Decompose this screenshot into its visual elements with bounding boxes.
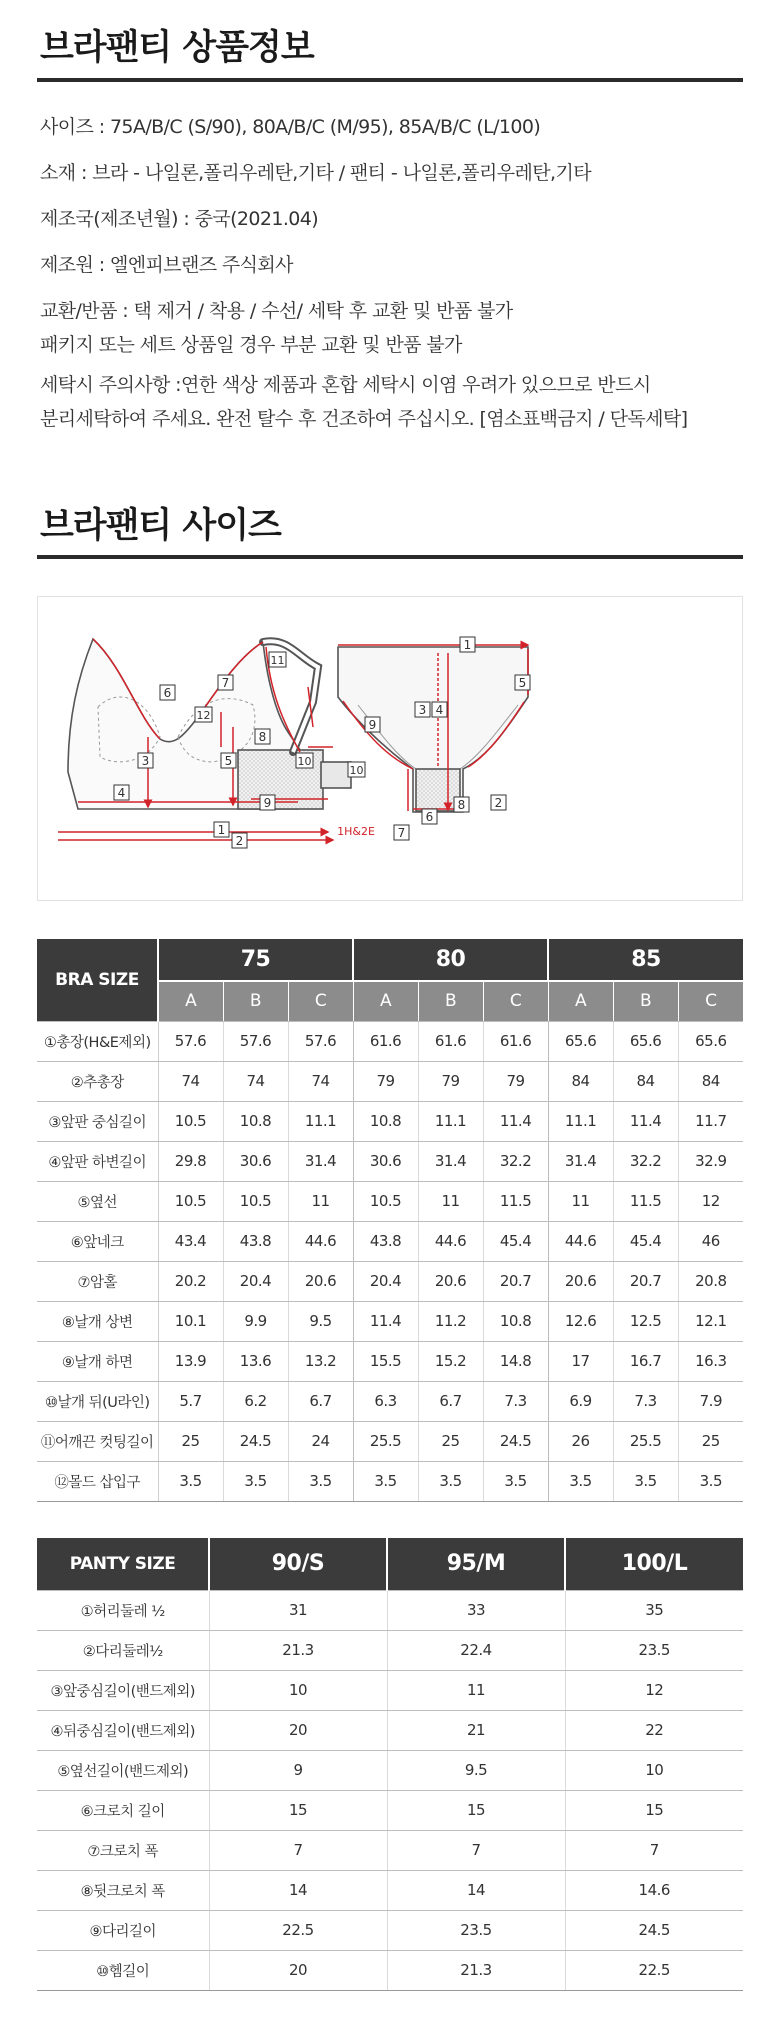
bra-cell: 10.5 <box>353 1181 418 1221</box>
bra-cell: 24 <box>288 1421 353 1461</box>
bra-cell: 43.8 <box>223 1221 288 1261</box>
bra-cell: 11.1 <box>418 1101 483 1141</box>
panty-number-1 <box>460 637 475 652</box>
bra-cell: 32.9 <box>678 1141 743 1181</box>
panty-number-3 <box>415 702 430 717</box>
panty-number-4 <box>432 702 447 717</box>
svg-text:1: 1 <box>217 823 226 837</box>
bra-cell: 31.4 <box>288 1141 353 1181</box>
bra-cell: 45.4 <box>483 1221 548 1261</box>
panty-table-row <box>37 1670 743 1710</box>
panty-table-row <box>37 1750 743 1790</box>
panty-cell: 14.6 <box>565 1870 743 1910</box>
cup-header: B <box>223 981 288 1021</box>
panty-row-label: ⑦크로치 폭 <box>37 1830 209 1870</box>
bra-cell: 74 <box>223 1061 288 1101</box>
bra-table-row <box>37 1061 743 1101</box>
svg-text:10: 10 <box>349 764 364 777</box>
bra-cell: 6.3 <box>353 1381 418 1421</box>
cup-header: B <box>613 981 678 1021</box>
panty-cell: 21.3 <box>387 1950 565 1990</box>
panty-cell: 15 <box>565 1790 743 1830</box>
bra-cell: 32.2 <box>613 1141 678 1181</box>
panty-cell: 9 <box>209 1750 387 1790</box>
svg-text:5: 5 <box>518 676 527 690</box>
bra-cell: 11.2 <box>418 1301 483 1341</box>
panty-cell: 9.5 <box>387 1750 565 1790</box>
bra-cell: 84 <box>678 1061 743 1101</box>
svg-text:3: 3 <box>141 754 150 768</box>
bra-cell: 13.6 <box>223 1341 288 1381</box>
bra-cell: 65.6 <box>613 1021 678 1061</box>
panty-number-10 <box>348 762 365 777</box>
bra-cell: 10.5 <box>158 1101 223 1141</box>
bra-cell: 25.5 <box>613 1421 678 1461</box>
bra-cell: 11.5 <box>483 1181 548 1221</box>
panty-row-label: ⑨다리길이 <box>37 1910 209 1950</box>
bra-row-label: ⑤옆선 <box>37 1181 158 1221</box>
panty-row-label: ③앞중심길이(밴드제외) <box>37 1670 209 1710</box>
svg-text:9: 9 <box>368 718 377 732</box>
bra-cell: 20.8 <box>678 1261 743 1301</box>
panty-size-header: PANTY SIZE <box>37 1538 209 1590</box>
panty-row-label: ①허리둘레 ½ <box>37 1590 209 1630</box>
bra-cell: 30.6 <box>353 1141 418 1181</box>
svg-text:2: 2 <box>494 796 503 810</box>
bra-cell: 15.2 <box>418 1341 483 1381</box>
bra-number-6 <box>160 685 175 700</box>
info-line-washing-1: 세탁시 주의사항 :연한 색상 제품과 혼합 세탁시 이염 우려가 있으므로 반드시 <box>40 374 651 396</box>
bra-cell: 20.4 <box>353 1261 418 1301</box>
svg-text:2: 2 <box>235 834 244 848</box>
bra-row-label: ⑪어깨끈 컷팅길이 <box>37 1421 158 1461</box>
bra-cell: 65.6 <box>678 1021 743 1061</box>
bra-size-table <box>37 939 743 1502</box>
bra-cell: 45.4 <box>613 1221 678 1261</box>
bra-number-4 <box>114 785 129 800</box>
bra-cell: 29.8 <box>158 1141 223 1181</box>
bra-cell: 3.5 <box>223 1461 288 1501</box>
bra-cell: 10.5 <box>223 1181 288 1221</box>
panty-cell: 24.5 <box>565 1910 743 1950</box>
panty-cell: 14 <box>387 1870 565 1910</box>
bra-cell: 44.6 <box>548 1221 613 1261</box>
bra-table-row <box>37 1341 743 1381</box>
svg-text:1: 1 <box>463 638 472 652</box>
bra-cell: 84 <box>548 1061 613 1101</box>
bra-cell: 7.3 <box>483 1381 548 1421</box>
bra-row-label: ⑧날개 상변 <box>37 1301 158 1341</box>
bra-cell: 12.1 <box>678 1301 743 1341</box>
bra-table-row <box>37 1021 743 1061</box>
bra-cell: 6.9 <box>548 1381 613 1421</box>
panty-cell: 20 <box>209 1710 387 1750</box>
size-section-title: 브라팬티 사이즈 <box>40 506 281 546</box>
bra-cell: 3.5 <box>418 1461 483 1501</box>
panty-cell: 11 <box>387 1670 565 1710</box>
bra-cell: 61.6 <box>353 1021 418 1061</box>
bra-cell: 12 <box>678 1181 743 1221</box>
panty-number-6 <box>422 809 437 824</box>
bra-cell: 25 <box>158 1421 223 1461</box>
svg-text:12: 12 <box>196 709 211 722</box>
measurement-diagram-svg <box>38 597 744 902</box>
bra-table-row <box>37 1141 743 1181</box>
bra-cell: 3.5 <box>613 1461 678 1501</box>
info-line-origin: 제조국(제조년월) : 중국(2021.04) <box>40 208 319 230</box>
bra-table-row <box>37 1221 743 1261</box>
panty-table-row <box>37 1910 743 1950</box>
bra-row-label: ⑥앞네크 <box>37 1221 158 1261</box>
panty-number-8 <box>454 797 469 812</box>
panty-cell: 22.5 <box>209 1910 387 1950</box>
panty-cell: 12 <box>565 1670 743 1710</box>
bra-cell: 3.5 <box>353 1461 418 1501</box>
bra-table-row <box>37 1301 743 1341</box>
panty-table-row <box>37 1630 743 1670</box>
bra-number-2 <box>232 833 247 848</box>
info-line-package: 패키지 또는 세트 상품일 경우 부분 교환 및 반품 불가 <box>40 334 462 356</box>
panty-table-row <box>37 1590 743 1630</box>
panty-cell: 23.5 <box>387 1910 565 1950</box>
bra-cell: 44.6 <box>288 1221 353 1261</box>
bra-cell: 11.5 <box>613 1181 678 1221</box>
bra-hook <box>321 762 351 788</box>
panty-size-m: 95/M <box>387 1538 565 1590</box>
bra-cell: 12.5 <box>613 1301 678 1341</box>
panty-cell: 22.4 <box>387 1630 565 1670</box>
bra-cell: 11 <box>418 1181 483 1221</box>
bra-cell: 3.5 <box>158 1461 223 1501</box>
bra-cell: 3.5 <box>483 1461 548 1501</box>
panty-cell: 7 <box>209 1830 387 1870</box>
cup-header: A <box>353 981 418 1021</box>
bra-cell: 6.7 <box>418 1381 483 1421</box>
bra-cell: 20.7 <box>613 1261 678 1301</box>
bra-cell: 74 <box>288 1061 353 1101</box>
panty-size-l: 100/L <box>565 1538 743 1590</box>
bra-cell: 79 <box>483 1061 548 1101</box>
bra-cell: 20.6 <box>548 1261 613 1301</box>
svg-text:7: 7 <box>397 826 406 840</box>
bra-cell: 79 <box>353 1061 418 1101</box>
panty-cell: 10 <box>565 1750 743 1790</box>
bra-row-label: ⑫몰드 삽입구 <box>37 1461 158 1501</box>
bra-cell: 57.6 <box>223 1021 288 1061</box>
bra-cell: 30.6 <box>223 1141 288 1181</box>
bra-row-label: ④앞판 하변길이 <box>37 1141 158 1181</box>
panty-cell: 10 <box>209 1670 387 1710</box>
info-section-title: 브라팬티 상품정보 <box>40 28 314 68</box>
panty-cell: 22.5 <box>565 1950 743 1990</box>
bra-number-10 <box>296 753 313 768</box>
bra-cell: 31.4 <box>418 1141 483 1181</box>
info-line-material: 소재 : 브라 - 나일론,폴리우레탄,기타 / 팬티 - 나일론,폴리우레탄,기타 <box>40 162 591 184</box>
bra-cell: 3.5 <box>678 1461 743 1501</box>
bra-number-8 <box>255 729 270 744</box>
panty-row-label: ⑤옆선길이(밴드제외) <box>37 1750 209 1790</box>
panty-table-row <box>37 1950 743 1990</box>
panty-number-7 <box>394 825 409 840</box>
svg-text:8: 8 <box>457 798 466 812</box>
bra-number-12 <box>195 707 212 722</box>
bra-cell: 11.4 <box>483 1101 548 1141</box>
bra-cell: 11.1 <box>548 1101 613 1141</box>
bra-cell: 11 <box>548 1181 613 1221</box>
panty-table-body <box>37 1590 743 1990</box>
svg-text:10: 10 <box>297 755 312 768</box>
bra-cell: 25.5 <box>353 1421 418 1461</box>
bra-cell: 5.7 <box>158 1381 223 1421</box>
bra-table-row <box>37 1261 743 1301</box>
panty-table-row <box>37 1790 743 1830</box>
svg-text:4: 4 <box>117 786 126 800</box>
bra-row-label: ⑨날개 하면 <box>37 1341 158 1381</box>
panty-cell: 31 <box>209 1590 387 1630</box>
info-section-divider <box>37 78 743 82</box>
bra-cell: 79 <box>418 1061 483 1101</box>
panty-number-2 <box>491 795 506 810</box>
bra-row-label: ⑦암홀 <box>37 1261 158 1301</box>
bra-cell: 7.3 <box>613 1381 678 1421</box>
bra-table-body <box>37 1021 743 1501</box>
cup-header: C <box>288 981 353 1021</box>
svg-text:6: 6 <box>425 810 434 824</box>
panty-cell: 15 <box>387 1790 565 1830</box>
panty-size-table <box>37 1538 743 1991</box>
bra-size-header: BRA SIZE <box>37 939 158 1021</box>
panty-cell: 7 <box>387 1830 565 1870</box>
bra-group-80: 80 <box>353 939 548 981</box>
bra-group-75: 75 <box>158 939 353 981</box>
cup-header: B <box>418 981 483 1021</box>
measurement-diagram <box>37 596 743 901</box>
bra-row-label: ②추총장 <box>37 1061 158 1101</box>
bra-cell: 11.4 <box>613 1101 678 1141</box>
panty-cell: 7 <box>565 1830 743 1870</box>
panty-cell: 21 <box>387 1710 565 1750</box>
bra-cell: 43.8 <box>353 1221 418 1261</box>
bra-cell: 20.7 <box>483 1261 548 1301</box>
bra-number-9 <box>260 795 275 810</box>
bra-cell: 84 <box>613 1061 678 1101</box>
panty-cell: 33 <box>387 1590 565 1630</box>
cup-header: A <box>548 981 613 1021</box>
bra-cell: 10.8 <box>483 1301 548 1341</box>
bra-cell: 43.4 <box>158 1221 223 1261</box>
bra-cell: 12.6 <box>548 1301 613 1341</box>
bra-cell: 13.9 <box>158 1341 223 1381</box>
bra-cell: 32.2 <box>483 1141 548 1181</box>
info-line-size: 사이즈 : 75A/B/C (S/90), 80A/B/C (M/95), 85A/B/C (L/100) <box>40 116 541 138</box>
bra-cell: 61.6 <box>418 1021 483 1061</box>
panty-row-label: ⑧뒷크로치 폭 <box>37 1870 209 1910</box>
bra-cell: 7.9 <box>678 1381 743 1421</box>
bra-cell: 44.6 <box>418 1221 483 1261</box>
bra-cell: 20.4 <box>223 1261 288 1301</box>
info-line-manufacturer: 제조원 : 엘엔피브랜즈 주식회사 <box>40 254 293 276</box>
bra-cell: 6.7 <box>288 1381 353 1421</box>
bra-cell: 26 <box>548 1421 613 1461</box>
bra-cell: 10.8 <box>353 1101 418 1141</box>
cup-header: C <box>678 981 743 1021</box>
bra-cell: 24.5 <box>483 1421 548 1461</box>
size-section-divider <box>37 555 743 559</box>
bra-cell: 25 <box>678 1421 743 1461</box>
panty-cell: 21.3 <box>209 1630 387 1670</box>
bra-number-1 <box>214 822 229 837</box>
panty-table-row <box>37 1830 743 1870</box>
bra-cell: 57.6 <box>158 1021 223 1061</box>
bra-cell: 31.4 <box>548 1141 613 1181</box>
bra-cell: 15.5 <box>353 1341 418 1381</box>
svg-text:9: 9 <box>263 796 272 810</box>
panty-cell: 35 <box>565 1590 743 1630</box>
bra-cell: 16.7 <box>613 1341 678 1381</box>
svg-text:3: 3 <box>418 703 427 717</box>
bra-number-3 <box>138 753 153 768</box>
panty-cell: 22 <box>565 1710 743 1750</box>
bra-cell: 20.2 <box>158 1261 223 1301</box>
svg-text:4: 4 <box>435 703 444 717</box>
panty-cell: 14 <box>209 1870 387 1910</box>
panty-number-9 <box>365 717 380 732</box>
cup-header: C <box>483 981 548 1021</box>
bra-table-row <box>37 1181 743 1221</box>
bra-number-5 <box>221 753 236 768</box>
bra-cell: 46 <box>678 1221 743 1261</box>
svg-text:11: 11 <box>270 654 285 667</box>
bra-row-label: ⑩날개 뒤(U라인) <box>37 1381 158 1421</box>
bra-group-85: 85 <box>548 939 743 981</box>
panty-crotch <box>416 769 460 811</box>
svg-text:5: 5 <box>224 754 233 768</box>
hook-eye-note: 1H&2E <box>337 825 375 838</box>
bra-cell: 11.7 <box>678 1101 743 1141</box>
bra-cell: 20.6 <box>418 1261 483 1301</box>
bra-cell: 65.6 <box>548 1021 613 1061</box>
bra-row-label: ①총장(H&E제외) <box>37 1021 158 1061</box>
bra-cell: 17 <box>548 1341 613 1381</box>
panty-cell: 23.5 <box>565 1630 743 1670</box>
bra-cell: 9.5 <box>288 1301 353 1341</box>
panty-row-label: ⑩헴길이 <box>37 1950 209 1990</box>
bra-cell: 6.2 <box>223 1381 288 1421</box>
svg-text:8: 8 <box>258 730 267 744</box>
cup-header: A <box>158 981 223 1021</box>
panty-row-label: ④뒤중심길이(밴드제외) <box>37 1710 209 1750</box>
panty-row-label: ②다리둘레½ <box>37 1630 209 1670</box>
bra-cell: 9.9 <box>223 1301 288 1341</box>
bra-cell: 57.6 <box>288 1021 353 1061</box>
bra-cell: 3.5 <box>548 1461 613 1501</box>
bra-number-7 <box>218 675 233 690</box>
bra-cell: 74 <box>158 1061 223 1101</box>
bra-cell: 24.5 <box>223 1421 288 1461</box>
bra-diagram <box>68 639 351 809</box>
bra-cell: 11.4 <box>353 1301 418 1341</box>
bra-cell: 14.8 <box>483 1341 548 1381</box>
bra-cell: 11.1 <box>288 1101 353 1141</box>
bra-table-row <box>37 1381 743 1421</box>
bra-cell: 61.6 <box>483 1021 548 1061</box>
bra-table-row <box>37 1461 743 1501</box>
svg-text:6: 6 <box>163 686 172 700</box>
bra-cell: 20.6 <box>288 1261 353 1301</box>
bra-row-label: ③앞판 중심길이 <box>37 1101 158 1141</box>
bra-cell: 3.5 <box>288 1461 353 1501</box>
bra-cell: 16.3 <box>678 1341 743 1381</box>
bra-number-11 <box>269 652 286 667</box>
bra-cell: 10.1 <box>158 1301 223 1341</box>
panty-cell: 15 <box>209 1790 387 1830</box>
info-line-washing-2: 분리세탁하여 주세요. 완전 탈수 후 건조하여 주십시오. [염소표백금지 / 단독세탁] <box>40 408 688 430</box>
bra-cell: 10.5 <box>158 1181 223 1221</box>
panty-size-s: 90/S <box>209 1538 387 1590</box>
panty-row-label: ⑥크로치 길이 <box>37 1790 209 1830</box>
panty-number-5 <box>515 675 530 690</box>
bra-table-row <box>37 1421 743 1461</box>
panty-table-row <box>37 1870 743 1910</box>
bra-cell: 25 <box>418 1421 483 1461</box>
bra-cell: 10.8 <box>223 1101 288 1141</box>
svg-text:7: 7 <box>221 676 230 690</box>
panty-table-row <box>37 1710 743 1750</box>
info-line-exchange: 교환/반품 : 택 제거 / 착용 / 수선/ 세탁 후 교환 및 반품 불가 <box>40 300 513 322</box>
bra-cell: 13.2 <box>288 1341 353 1381</box>
bra-cell: 11 <box>288 1181 353 1221</box>
product-info-text <box>40 110 745 436</box>
bra-table-row <box>37 1101 743 1141</box>
panty-cell: 20 <box>209 1950 387 1990</box>
